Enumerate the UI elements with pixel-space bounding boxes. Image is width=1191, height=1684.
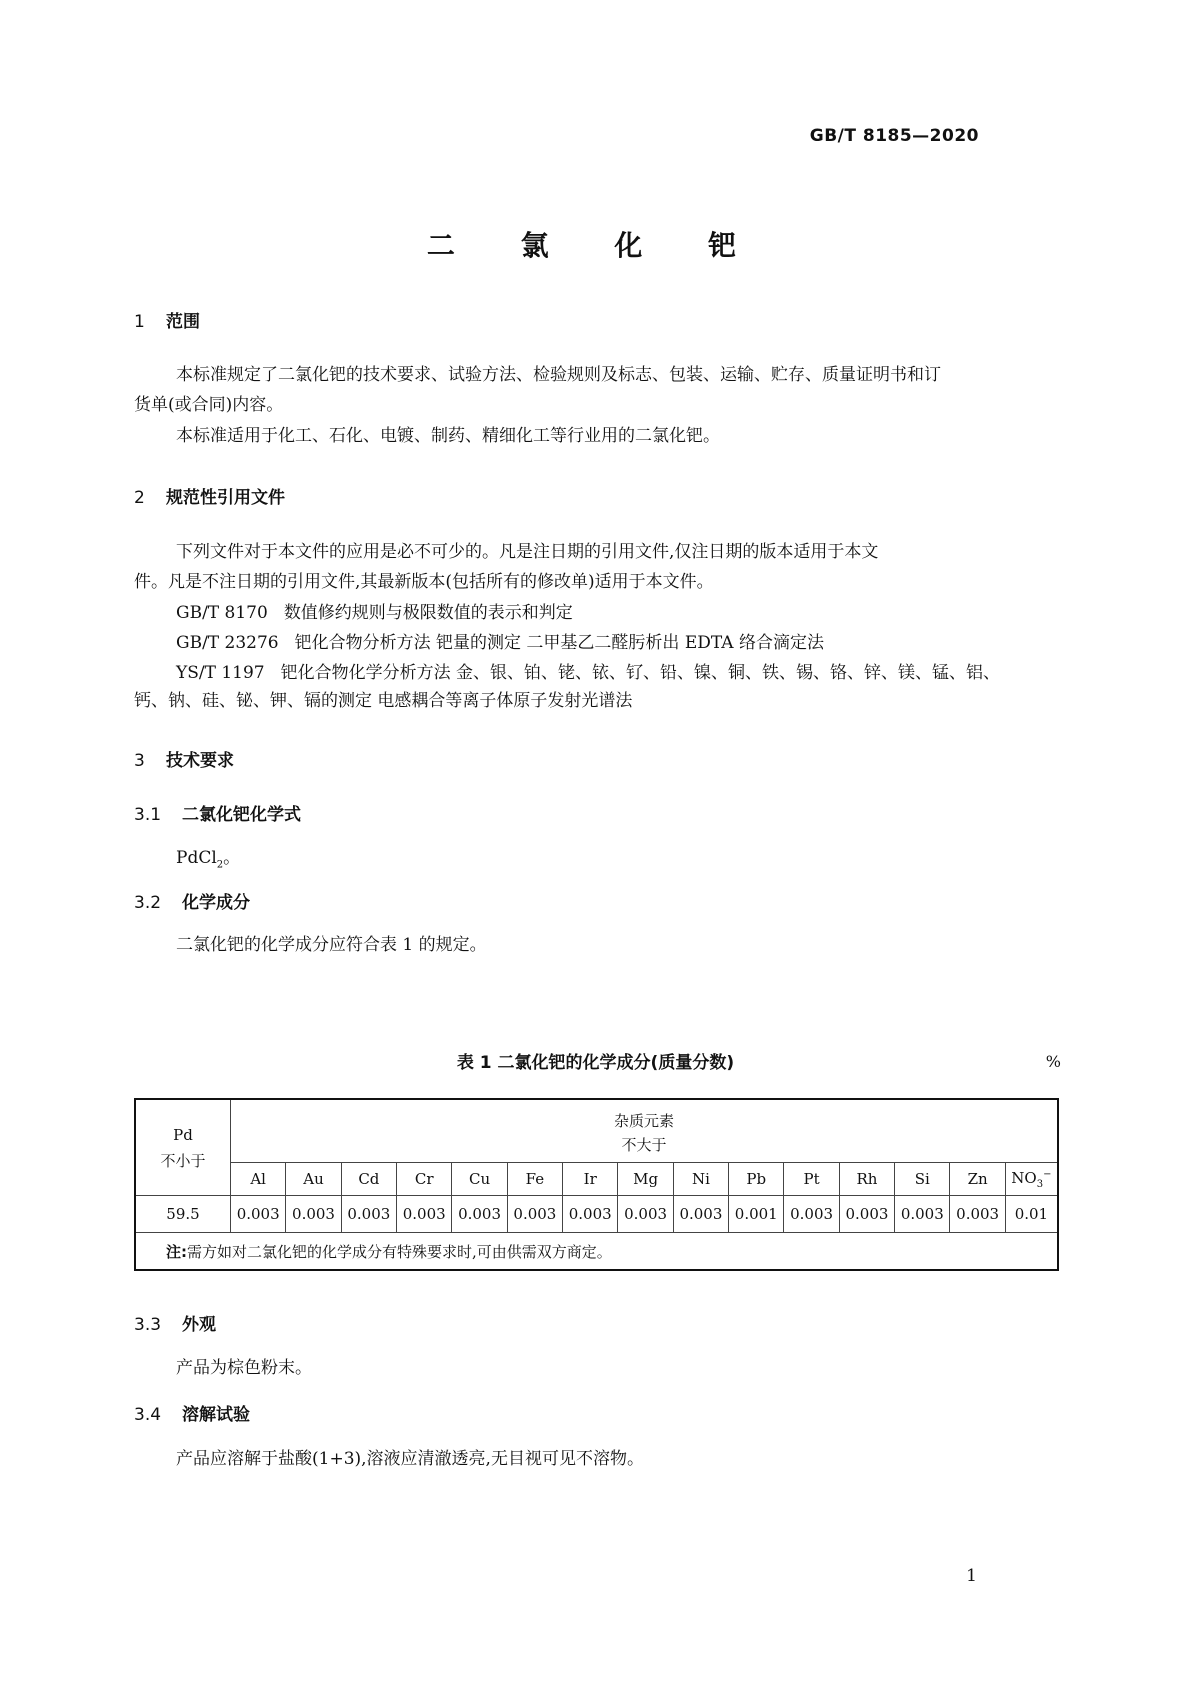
element-header: Si — [895, 1163, 950, 1196]
formula-subscript: 2 — [216, 859, 224, 871]
value-cell: 0.003 — [839, 1196, 894, 1233]
element-header-row — [135, 1163, 1058, 1196]
element-header: Ir — [563, 1163, 618, 1196]
section-number: 1 — [134, 312, 145, 332]
value-cell: 0.003 — [563, 1196, 618, 1233]
section-title: 溶解试验 — [182, 1405, 250, 1425]
paragraph-line: 本标准规定了二氯化钯的技术要求、试验方法、检验规则及标志、包装、运输、贮存、质量证明书和订 — [176, 365, 941, 385]
element-header: Pb — [729, 1163, 784, 1196]
section-3-4-paragraph: 产品应溶解于盐酸(1+3),溶液应清澈透亮,无目视可见不溶物。 — [176, 1449, 644, 1469]
value-cell: 0.003 — [341, 1196, 396, 1233]
section-title: 外观 — [182, 1315, 216, 1335]
section-2-paragraph — [134, 537, 1059, 597]
no3-subscript: 3 — [1036, 1178, 1044, 1190]
value-cell: 0.003 — [452, 1196, 507, 1233]
value-cell: 0.001 — [729, 1196, 784, 1233]
section-number: 3.1 — [134, 805, 162, 825]
value-cell: 0.003 — [950, 1196, 1005, 1233]
reference-item — [176, 628, 824, 653]
element-header: Cr — [397, 1163, 452, 1196]
section-title: 范围 — [166, 312, 200, 332]
section-title: 化学成分 — [182, 893, 250, 913]
value-cell: 0.003 — [286, 1196, 341, 1233]
formula-end: 。 — [223, 848, 241, 868]
section-number: 3.2 — [134, 893, 162, 913]
table-value-row — [135, 1196, 1058, 1233]
element-header: Al — [231, 1163, 286, 1196]
value-cell: 0.003 — [231, 1196, 286, 1233]
impurity-header-cell — [231, 1099, 1059, 1163]
reference-item — [176, 658, 1000, 683]
standard-number: GB/T 8185—2020 — [809, 126, 979, 146]
table-note — [135, 1233, 1058, 1271]
section-3-3-paragraph: 产品为棕色粉末。 — [176, 1358, 312, 1378]
reference-item — [176, 598, 573, 623]
section-3-3-heading — [134, 1310, 216, 1335]
formula-text: PdCl — [176, 848, 217, 868]
value-cell: 0.003 — [784, 1196, 839, 1233]
paragraph-line: 下列文件对于本文件的应用是必不可少的。凡是注日期的引用文件,仅注日期的版本适用于本文 — [176, 542, 879, 562]
reference-title: 数值修约规则与极限数值的表示和判定 — [283, 603, 573, 623]
composition-table — [134, 1098, 1059, 1271]
section-3-4-heading — [134, 1400, 250, 1425]
section-1-heading — [134, 307, 200, 332]
impurity-label: 杂质元素 — [613, 1112, 674, 1130]
value-cell: 0.003 — [507, 1196, 562, 1233]
section-title: 二氯化钯化学式 — [182, 805, 301, 825]
reference-code: YS/T 1197 — [176, 663, 265, 683]
note-text: 需方如对二氯化钯的化学成分有特殊要求时,可由供需双方商定。 — [187, 1242, 612, 1261]
element-header: Rh — [839, 1163, 894, 1196]
table-unit: % — [1045, 1052, 1061, 1071]
value-cell: 0.01 — [1005, 1196, 1058, 1233]
pd-label: Pd — [173, 1125, 193, 1144]
page-number: 1 — [966, 1566, 977, 1586]
element-header: Fe — [507, 1163, 562, 1196]
paragraph-line: 货单(或合同)内容。 — [134, 395, 284, 415]
element-header: Zn — [950, 1163, 1005, 1196]
section-number: 3.3 — [134, 1315, 162, 1335]
element-header: Ni — [673, 1163, 728, 1196]
no3-text: NO — [1011, 1168, 1037, 1187]
section-3-heading — [134, 746, 234, 771]
impurity-sub-label: 不大于 — [621, 1136, 667, 1154]
section-number: 3 — [134, 751, 145, 771]
value-cell: 0.003 — [618, 1196, 673, 1233]
pd-value: 59.5 — [135, 1196, 231, 1233]
element-header: Mg — [618, 1163, 673, 1196]
section-3-2-heading — [134, 888, 250, 913]
paragraph-line: 件。凡是不注日期的引用文件,其最新版本(包括所有的修改单)适用于本文件。 — [134, 572, 714, 592]
section-1-paragraph — [134, 360, 1059, 420]
section-number: 3.4 — [134, 1405, 162, 1425]
pd-sub-label: 不小于 — [160, 1151, 206, 1170]
value-cell: 0.003 — [397, 1196, 452, 1233]
pd-header-cell — [135, 1099, 231, 1196]
table-note-row — [135, 1233, 1058, 1271]
table-header-row — [135, 1099, 1058, 1163]
section-3-1-heading — [134, 800, 301, 825]
value-cell: 0.003 — [673, 1196, 728, 1233]
section-3-2-paragraph: 二氯化钯的化学成分应符合表 1 的规定。 — [176, 935, 487, 955]
element-header: Cu — [452, 1163, 507, 1196]
section-title: 规范性引用文件 — [166, 488, 285, 508]
note-label: 注: — [166, 1242, 187, 1261]
reference-code: GB/T 8170 — [176, 603, 268, 623]
chemical-formula — [176, 843, 240, 880]
reference-title: 钯化合物分析方法 钯量的测定 二甲基乙二醛肟析出 EDTA 络合滴定法 — [294, 633, 824, 653]
element-header: Pt — [784, 1163, 839, 1196]
section-title: 技术要求 — [166, 751, 234, 771]
table-caption: 表 1 二氯化钯的化学成分(质量分数) — [456, 1053, 735, 1073]
section-2-heading — [134, 483, 285, 508]
section-number: 2 — [134, 488, 145, 508]
reference-code: GB/T 23276 — [176, 633, 279, 653]
element-header: Au — [286, 1163, 341, 1196]
element-header: Cd — [341, 1163, 396, 1196]
value-cell: 0.003 — [895, 1196, 950, 1233]
reference-continuation: 钙、钠、硅、铋、钾、镉的测定 电感耦合等离子体原子发射光谱法 — [134, 691, 633, 711]
document-title: 二 氯 化 钯 — [426, 229, 765, 262]
no3-superscript: − — [1043, 1168, 1052, 1180]
section-1-paragraph-2: 本标准适用于化工、石化、电镀、制药、精细化工等行业用的二氯化钯。 — [176, 426, 720, 446]
no3-header — [1005, 1163, 1058, 1196]
reference-title: 钯化合物化学分析方法 金、银、铂、铑、铱、钌、铅、镍、铜、铁、锡、铬、锌、镁、锰、铝、 — [280, 663, 1001, 683]
